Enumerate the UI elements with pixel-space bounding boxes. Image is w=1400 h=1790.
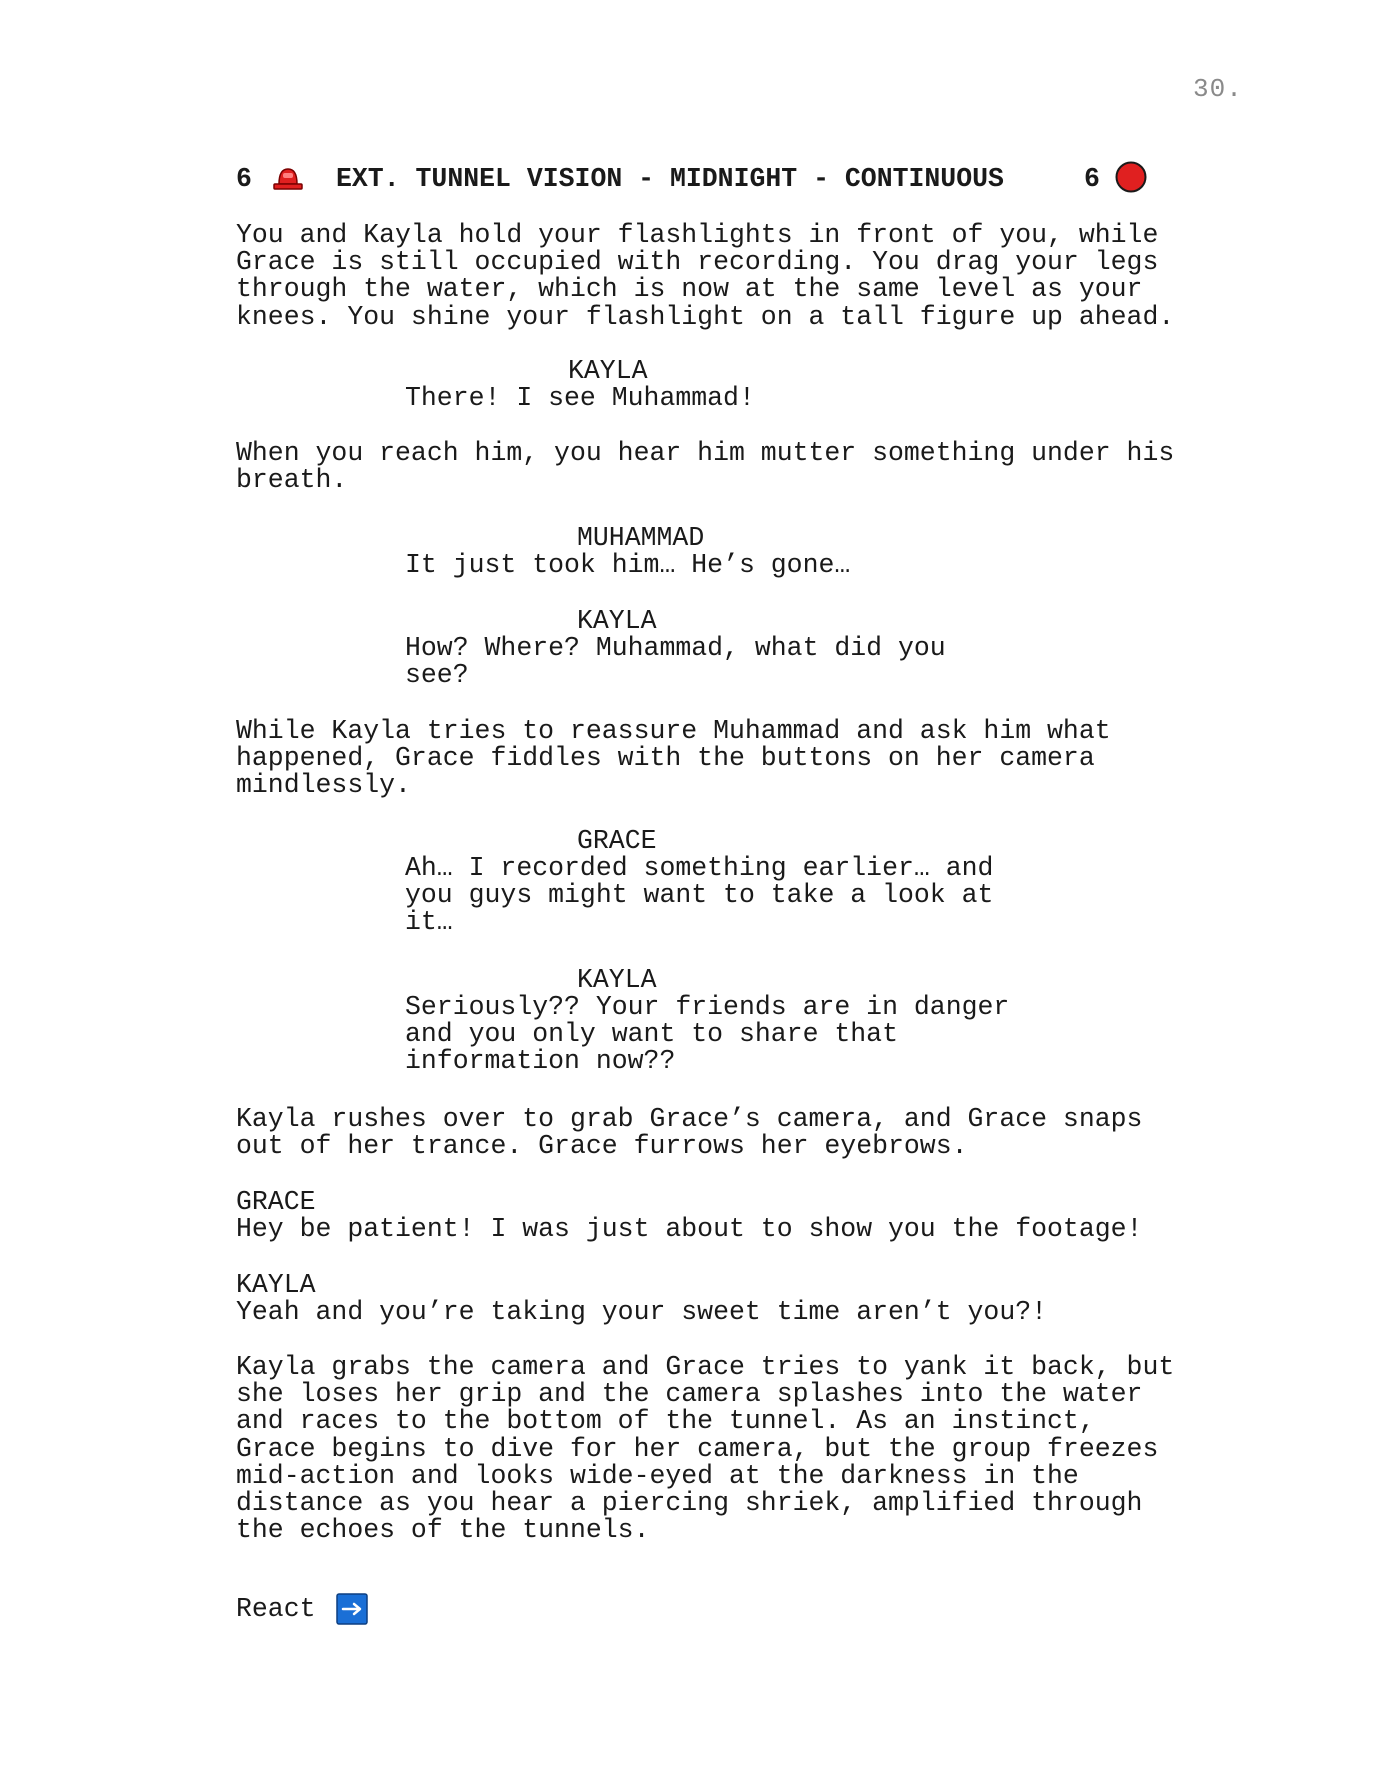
react-label[interactable]: React xyxy=(236,1594,316,1624)
character-name: GRACE xyxy=(236,1187,316,1217)
dialogue-line: How? Where? Muhammad, what did you see? xyxy=(405,633,946,691)
siren-icon xyxy=(272,166,304,190)
character-name: KAYLA xyxy=(577,606,657,636)
character-name: KAYLA xyxy=(568,356,648,386)
red-circle-icon xyxy=(1114,160,1148,194)
dialogue-line: Seriously?? Your friends are in danger and you only want to share that information now?? xyxy=(405,992,1010,1077)
character-name: MUHAMMAD xyxy=(577,523,705,553)
dialogue-line: It just took him… He’s gone… xyxy=(405,550,851,580)
scene-heading-text: EXT. TUNNEL VISION - MIDNIGHT - CONTINUOUS xyxy=(336,164,1004,194)
dialogue-line: Hey be patient! I was just about to show you the footage! xyxy=(236,1214,1143,1244)
dialogue-line: Yeah and you’re taking your sweet time aren’t you?! xyxy=(236,1297,1048,1327)
scene-heading xyxy=(236,164,1196,200)
dialogue-line: There! I see Muhammad! xyxy=(405,383,755,413)
character-name: KAYLA xyxy=(577,965,657,995)
right-arrow-icon[interactable] xyxy=(336,1593,368,1625)
dialogue-line: Ah… I recorded something earlier… and you guys might want to take a look at it… xyxy=(405,853,994,938)
action-paragraph: When you reach him, you hear him mutter something under his breath. xyxy=(236,438,1175,496)
action-paragraph: While Kayla tries to reassure Muhammad and ask him what happened, Grace fiddles with the buttons on her camera mindlessly. xyxy=(236,716,1111,801)
react-link[interactable] xyxy=(236,1591,368,1627)
scene-number-right: 6 xyxy=(1084,164,1100,194)
action-paragraph: Kayla grabs the camera and Grace tries to yank it back, but she loses her grip and the camera splashes into the water and races to the bottom of the tunnel. As an instinct, Grace begins to dive for her camera, but the group freezes mid-action and looks wide-eyed at the darkness in the distance as you hear a piercing shriek, amplified through the echoes of the tunnels. xyxy=(236,1352,1175,1546)
scene-number-left: 6 xyxy=(236,164,252,194)
character-name: GRACE xyxy=(577,826,657,856)
page-number: 30. xyxy=(1193,74,1243,104)
action-paragraph: You and Kayla hold your flashlights in front of you, while Grace is still occupied with recording. You drag your legs through the water, which is now at the same level as your knees. You shine your flashlight on a tall figure up ahead. xyxy=(236,220,1175,332)
character-name: KAYLA xyxy=(236,1270,316,1300)
action-paragraph: Kayla rushes over to grab Grace’s camera, and Grace snaps out of her trance. Grace furrows her eyebrows. xyxy=(236,1104,1143,1162)
